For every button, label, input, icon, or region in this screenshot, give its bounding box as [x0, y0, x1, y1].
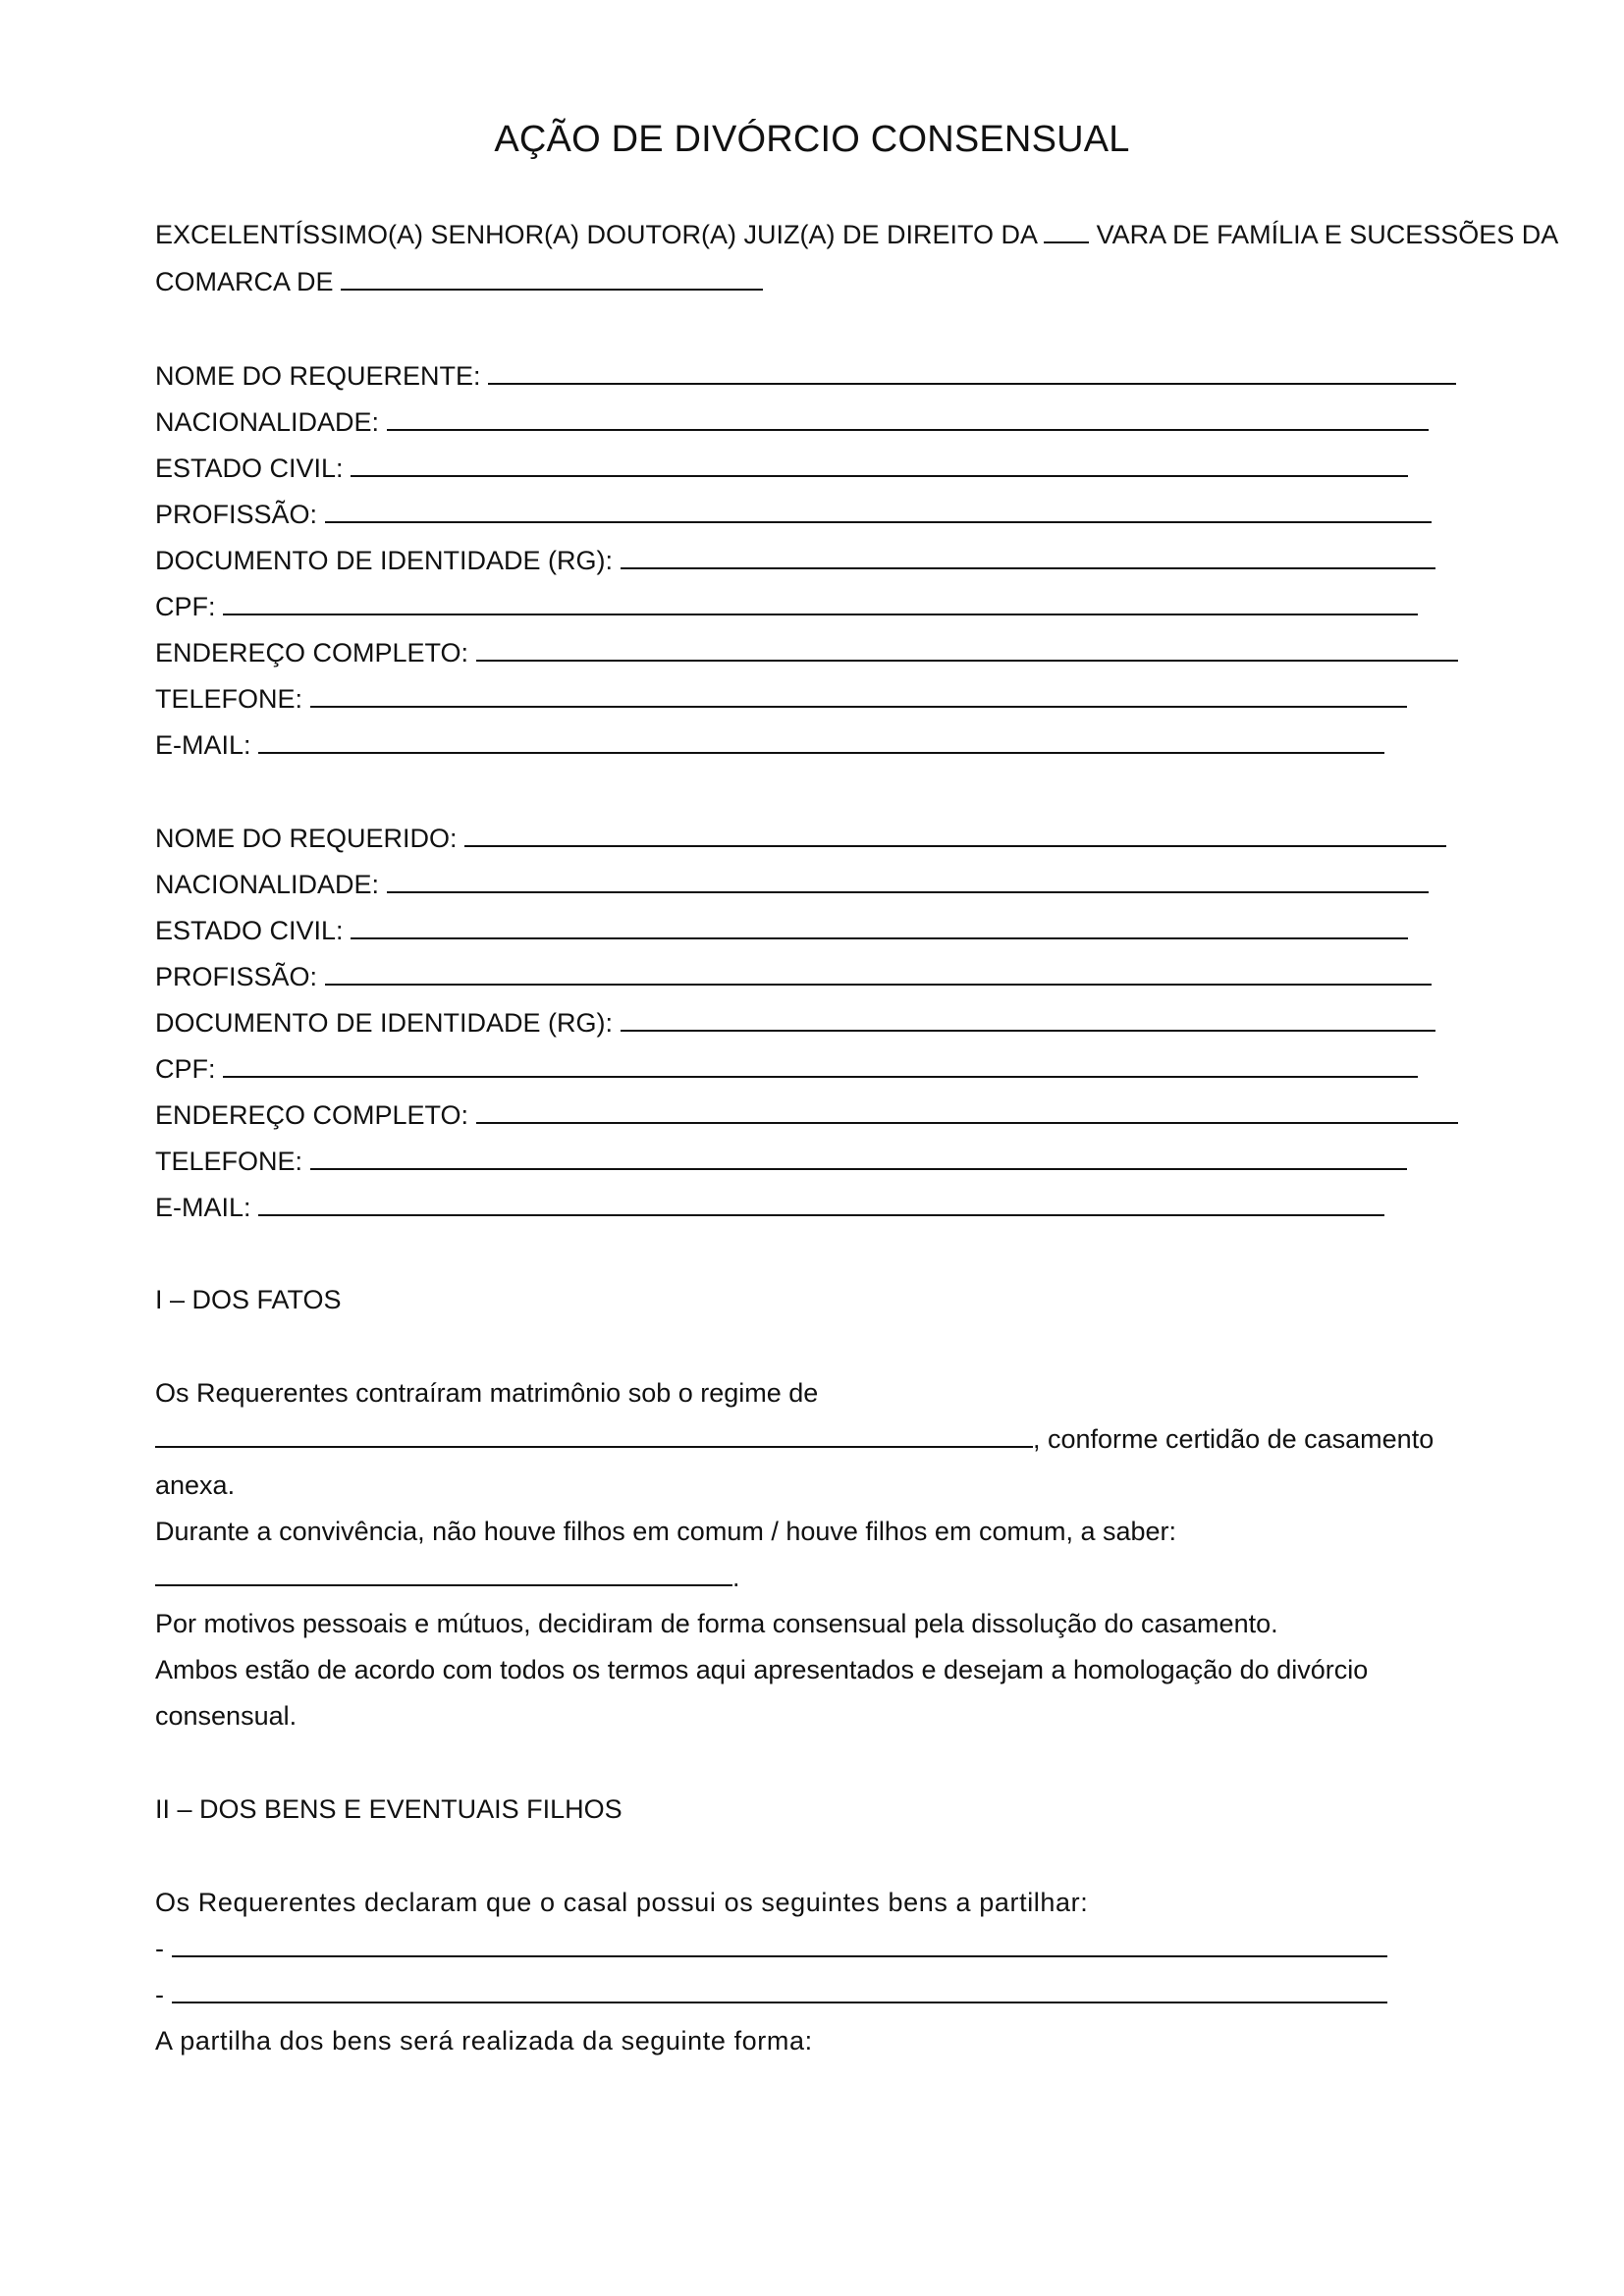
requerente-rg-field [155, 544, 1435, 577]
requerido-nome-label: NOME DO REQUERIDO: [155, 824, 458, 853]
address-line-2 [155, 265, 763, 298]
requerente-cpf-field [155, 590, 1418, 623]
fatos-paragraph-4: Durante a convivência, não houve filhos em comum / houve filhos em comum, a saber: [155, 1517, 1177, 1546]
requerido-rg-field [155, 1006, 1435, 1040]
fatos-heading: I – DOS FATOS [155, 1285, 342, 1314]
document-title: AÇÃO DE DIVÓRCIO CONSENSUAL [494, 119, 1130, 160]
requerido-telefone-blank [310, 1145, 1407, 1170]
requerido-nome-blank [464, 822, 1446, 847]
requerido-email-label: E-MAIL: [155, 1193, 251, 1222]
bens-paragraph-2: A partilha dos bens será realizada da seguinte forma: [155, 2026, 813, 2056]
address-line-1-part-b: VARA DE FAMÍLIA E SUCESSÕES DA [1096, 220, 1559, 249]
requerido-nacionalidade-field [155, 868, 1429, 901]
comarca-label: COMARCA DE [155, 267, 334, 296]
requerido-cpf-field [155, 1052, 1418, 1086]
requerente-cpf-blank [223, 590, 1418, 615]
requerente-estado-civil-field [155, 452, 1408, 485]
requerido-profissao-field [155, 960, 1432, 993]
requerente-endereco-field [155, 636, 1458, 669]
requerente-nome-label: NOME DO REQUERENTE: [155, 361, 481, 391]
bens-item-1-blank [172, 1932, 1387, 1957]
fatos-paragraph-8: consensual. [155, 1701, 298, 1731]
bens-heading: II – DOS BENS E EVENTUAIS FILHOS [155, 1794, 623, 1824]
requerido-profissao-label: PROFISSÃO: [155, 962, 318, 991]
fatos-regime-line [155, 1422, 1434, 1456]
bens-paragraph-1: Os Requerentes declaram que o casal possui os seguintes bens a partilhar: [155, 1888, 1089, 1917]
requerido-nome-field [155, 822, 1446, 855]
requerido-cpf-blank [223, 1052, 1418, 1078]
bens-item-1-prefix: - [155, 1934, 164, 1963]
requerido-email-blank [258, 1191, 1384, 1216]
requerente-estado-civil-label: ESTADO CIVIL: [155, 454, 344, 483]
bens-item-2-blank [172, 1978, 1387, 2003]
requerente-rg-blank [621, 544, 1435, 569]
requerente-profissao-blank [325, 498, 1432, 523]
requerente-telefone-blank [310, 682, 1407, 708]
requerente-email-field [155, 728, 1384, 762]
fatos-filhos-suffix: . [732, 1563, 740, 1592]
requerente-email-blank [258, 728, 1384, 754]
requerido-endereco-blank [476, 1098, 1458, 1124]
requerido-rg-blank [621, 1006, 1435, 1032]
requerido-endereco-field [155, 1098, 1458, 1132]
requerente-rg-label: DOCUMENTO DE IDENTIDADE (RG): [155, 546, 614, 575]
requerido-estado-civil-field [155, 914, 1408, 947]
address-line-1-part-a: EXCELENTÍSSIMO(A) SENHOR(A) DOUTOR(A) JUIZ(A) DE DIREITO DA [155, 220, 1037, 249]
requerente-endereco-blank [476, 636, 1458, 662]
bens-item-2 [155, 1978, 1387, 2011]
requerente-endereco-label: ENDEREÇO COMPLETO: [155, 638, 469, 667]
fatos-filhos-line [155, 1561, 740, 1594]
requerente-telefone-label: TELEFONE: [155, 684, 303, 714]
requerido-nacionalidade-label: NACIONALIDADE: [155, 870, 380, 899]
requerido-rg-label: DOCUMENTO DE IDENTIDADE (RG): [155, 1008, 614, 1038]
requerente-nacionalidade-blank [387, 405, 1429, 431]
fatos-paragraph-7: Ambos estão de acordo com todos os termos aqui apresentados e desejam a homologação do divórcio [155, 1655, 1369, 1684]
requerente-nome-blank [488, 359, 1456, 385]
vara-number-blank [1044, 218, 1089, 243]
fatos-regime-suffix: , conforme certidão de casamento [1033, 1424, 1435, 1454]
bens-item-2-prefix: - [155, 1980, 164, 2009]
requerente-telefone-field [155, 682, 1407, 716]
requerente-email-label: E-MAIL: [155, 730, 251, 760]
requerente-profissao-field [155, 498, 1432, 531]
requerido-telefone-field [155, 1145, 1407, 1178]
requerido-endereco-label: ENDEREÇO COMPLETO: [155, 1100, 469, 1130]
filhos-blank [155, 1561, 732, 1586]
requerente-estado-civil-blank [351, 452, 1408, 477]
requerido-cpf-label: CPF: [155, 1054, 216, 1084]
fatos-paragraph-3: anexa. [155, 1470, 236, 1500]
requerido-estado-civil-label: ESTADO CIVIL: [155, 916, 344, 945]
comarca-blank [341, 265, 763, 291]
requerido-profissao-blank [325, 960, 1432, 986]
requerido-telefone-label: TELEFONE: [155, 1147, 303, 1176]
requerido-nacionalidade-blank [387, 868, 1429, 893]
requerente-nacionalidade-label: NACIONALIDADE: [155, 407, 380, 437]
fatos-paragraph-1: Os Requerentes contraíram matrimônio sob o regime de [155, 1378, 819, 1408]
requerido-email-field [155, 1191, 1384, 1224]
requerido-estado-civil-blank [351, 914, 1408, 939]
requerente-nacionalidade-field [155, 405, 1429, 439]
requerente-cpf-label: CPF: [155, 592, 216, 621]
requerente-nome-field [155, 359, 1456, 393]
fatos-paragraph-6: Por motivos pessoais e mútuos, decidiram de forma consensual pela dissolução do casamento. [155, 1609, 1278, 1638]
requerente-profissao-label: PROFISSÃO: [155, 500, 318, 529]
regime-blank [155, 1422, 1033, 1448]
address-line-1 [155, 218, 1558, 251]
bens-item-1 [155, 1932, 1387, 1965]
